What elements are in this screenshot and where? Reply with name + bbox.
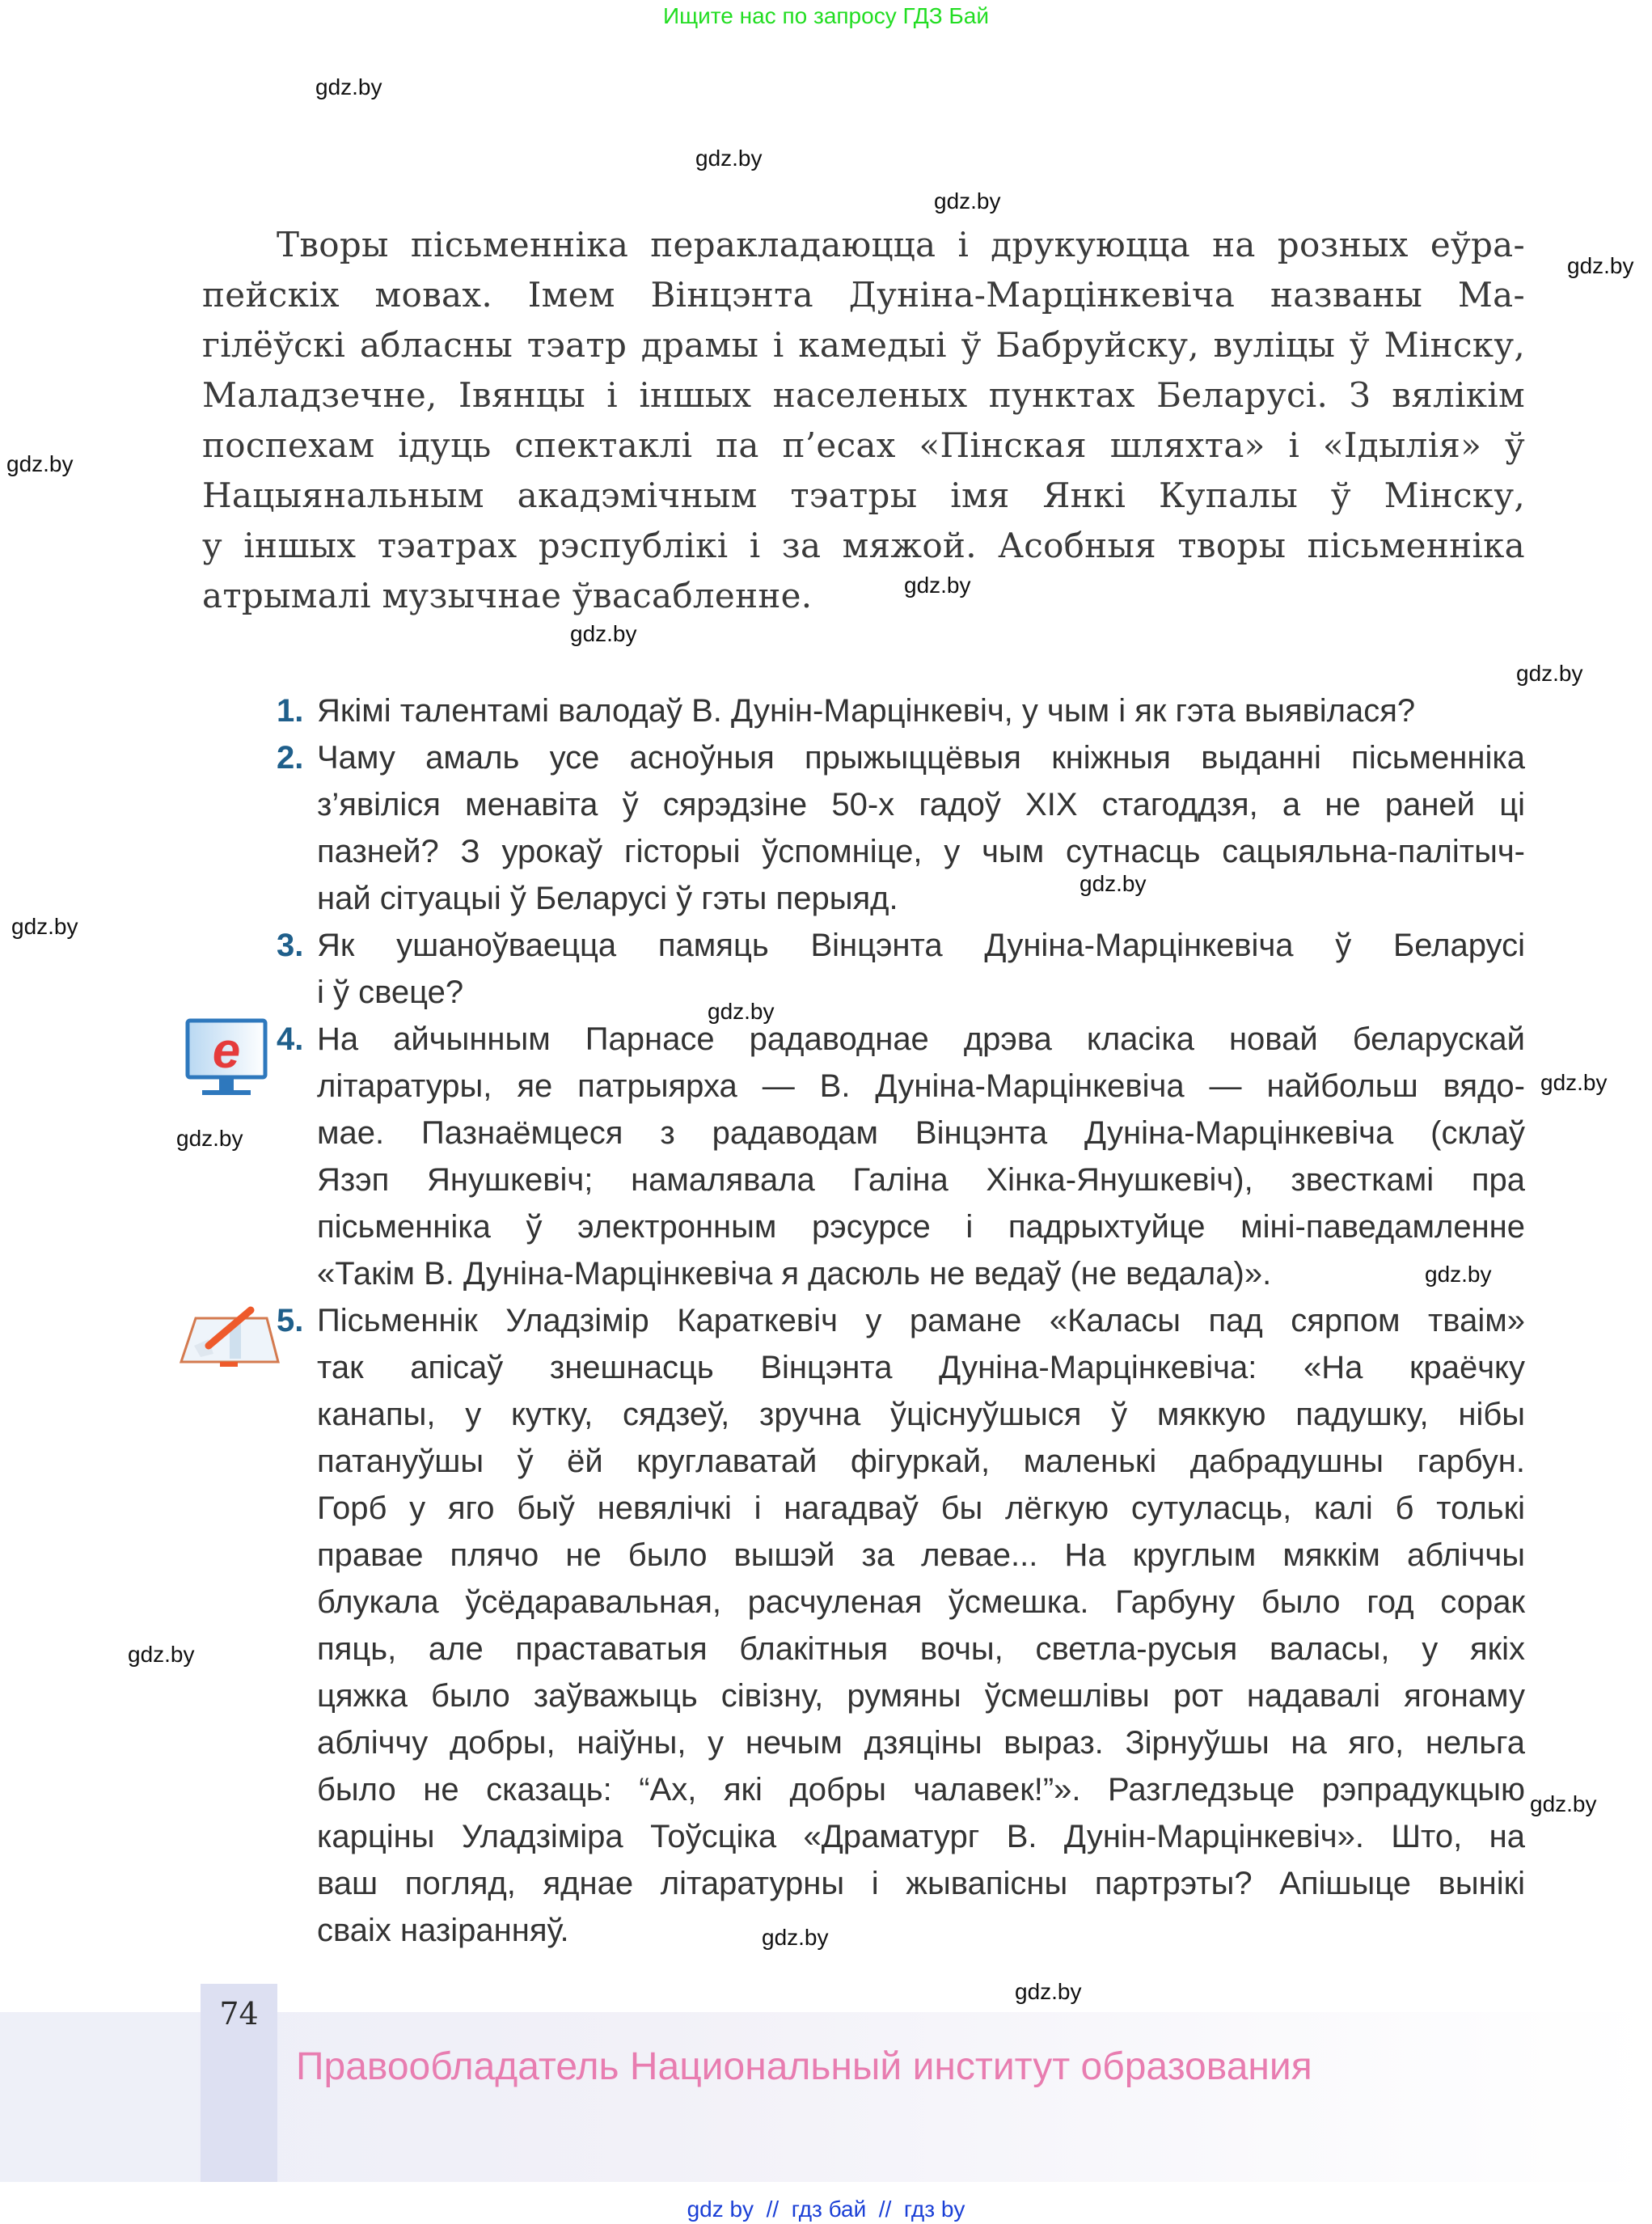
bottom-links[interactable]: gdz by // гдз бай // гдз by [687, 2197, 965, 2222]
watermark-text: gdz.by [176, 1126, 243, 1151]
paragraph-line: Нацыянальным акадэмічным тэатры імя Янкі Купалы ў Мінску, [202, 476, 1525, 515]
question-line: На айчынным Парнасе радаводнае дрэва класіка новай беларускай [317, 1021, 1525, 1057]
watermark-text: gdz.by [1080, 871, 1147, 896]
question-number: 4. [277, 1021, 304, 1057]
watermark-text: gdz.by [1530, 1791, 1597, 1816]
watermark-text: gdz.by [128, 1642, 195, 1667]
question-line: блукала ўсёдаравальная, расчуленая ўсмешка. Гарбуну было год сорак [317, 1584, 1525, 1620]
question-number: 3. [277, 928, 304, 963]
watermark-text: gdz.by [315, 74, 382, 99]
question-line: з’явіліся менавіта ў сярэдзіне 50-х гадоў XIX стагоддзя, а не раней ці [317, 787, 1525, 822]
question-line: цяжка было заўважыць сівізну, румяны ўсмешлівы рот надавалі ягонаму [317, 1678, 1525, 1714]
question-line: так апісаў знешнасць Вінцэнта Дуніна-Марцінкевіча: «На краёчку [317, 1350, 1525, 1385]
e-resource-monitor-icon [184, 1017, 268, 1098]
question-line: сваіх назіранняў. [317, 1913, 569, 1948]
question-line: літаратуры, яе патрыярха — В. Дуніна-Марцінкевіча — найбольш вядо- [317, 1068, 1525, 1104]
paragraph-line: поспехам ідуць спектаклі па п’есах «Пінская шляхта» і «Ідылія» ў [202, 425, 1525, 465]
question-line: Якімі талентамі валодаў В. Дунін-Марцінкевіч, у чым і як гэта выявілася? [317, 693, 1416, 729]
question-line: мае. Пазнаёмцеся з радаводам Вінцэнта Дуніна-Марцінкевіча (склаў [317, 1115, 1525, 1151]
question-number: 5. [277, 1303, 304, 1338]
question-line: Горб у яго быў невялічкі і нагадваў бы лёгкую сутуласць, калі б толькі [317, 1490, 1525, 1526]
top-banner: Ищите нас по запросу ГДЗ Бай [662, 3, 990, 28]
paragraph-line: пейскіх мовах. Імем Вінцэнта Дуніна-Марцінкевіча названы Ма- [202, 275, 1525, 315]
watermark-text: gdz.by [904, 573, 971, 598]
watermark-text: gdz.by [695, 146, 763, 171]
paragraph-line: Маладзечне, Івянцы і іншых населеных пунктах Беларусі. З вялікім [202, 375, 1525, 415]
watermark-text: gdz.by [11, 914, 78, 939]
question-line: пісьменніка ў электронным рэсурсе і падрыхтуйце міні-паведамленне [317, 1209, 1525, 1245]
question-line: было не сказаць: “Ах, які добры чалавек!”». Разгледзьце рэпрадукцыю [317, 1772, 1525, 1808]
question-line: правае плячо не было вышэй за левае... На круглым мяккім абліччы [317, 1537, 1525, 1573]
question-item [277, 687, 1525, 734]
watermark-text: gdz.by [1516, 661, 1583, 686]
intro-paragraph [202, 220, 1525, 621]
question-line: пяць, але праставатыя блакітныя вочы, светла-русыя валасы, у якіх [317, 1631, 1525, 1667]
question-line: «Такім В. Дуніна-Марцінкевіча я дасюль не ведаў (не ведала)». [317, 1256, 1272, 1292]
question-line: карціны Уладзіміра Тоўсціка «Драматург В. Дунін-Марцінкевіч». Што, на [317, 1819, 1525, 1854]
writing-book-pencil-icon [176, 1304, 283, 1370]
question-line: най сітуацыі ў Беларусі ў гэты перыяд. [317, 881, 898, 916]
question-item [277, 922, 1525, 1016]
watermark-text: gdz.by [1540, 1070, 1608, 1095]
watermark-text: gdz.by [1567, 253, 1634, 278]
paragraph-line: гілёўскі абласны тэатр драмы і камедыі ў Бабруйску, вуліцы ў Мінску, [202, 325, 1525, 365]
question-line: абліччу добры, наіўны, у нечым дзяціны выраз. Зірнуўшы на яго, нельга [317, 1725, 1525, 1761]
question-line: канапы, у кутку, сядзеў, зручна ўціснуўшыся ў мяккую падушку, нібы [317, 1397, 1525, 1432]
question-item [277, 1297, 1525, 1954]
question-item [277, 1016, 1525, 1297]
watermark-text: gdz.by [1015, 1979, 1082, 2004]
page-number: 74 [219, 1996, 259, 2032]
question-line: Язэп Янушкевіч; намалявала Галіна Хінка-Янушкевіч), звесткамі пра [317, 1162, 1525, 1198]
question-line: ваш погляд, яднае літаратурны і жывапісны партрэты? Апішыце вынікі [317, 1866, 1525, 1901]
question-line: Чаму амаль усе асноўныя прыжыццёвыя кніжныя выданні пісьменніка [317, 740, 1525, 776]
question-line: і ў свеце? [317, 975, 464, 1010]
question-line: патануўшы ў ёй круглаватай фігуркай, маленькі дабрадушны гарбун. [317, 1444, 1525, 1479]
question-line: Пісьменнік Уладзімір Караткевіч у рамане «Каласы пад сярпом тваім» [317, 1303, 1525, 1338]
watermark-text: gdz.by [570, 621, 637, 646]
paragraph-line: Творы пісьменніка перакладаюцца і друкуюцца на розных еўра- [277, 225, 1525, 264]
question-line: пазней? З урокаў гісторыі ўспомніце, у чым сутнасць сацыяльна-палітыч- [317, 834, 1525, 869]
paragraph-line: атрымалі музычнае ўвасабленне. [202, 576, 813, 615]
copyright-notice: Правообладатель Национальный институт образования [296, 2045, 1312, 2088]
question-line: Як ушаноўваецца памяць Вінцэнта Дуніна-Марцінкевіча ў Беларусі [317, 928, 1525, 963]
paragraph-line: у іншых тэатрах рэспублікі і за мяжой. Асобныя творы пісьменніка [202, 526, 1525, 565]
watermark-text: gdz.by [762, 1925, 829, 1950]
questions-list [277, 687, 1525, 1954]
watermark-text: gdz.by [708, 999, 775, 1024]
question-number: 1. [277, 693, 304, 729]
svg-text:e: e [212, 1023, 241, 1079]
watermark-text: gdz.by [934, 188, 1001, 214]
watermark-text: gdz.by [1425, 1262, 1492, 1287]
question-number: 2. [277, 740, 304, 776]
watermark-text: gdz.by [6, 451, 74, 476]
question-item [277, 734, 1525, 922]
footer-left-panel [0, 2012, 198, 2182]
